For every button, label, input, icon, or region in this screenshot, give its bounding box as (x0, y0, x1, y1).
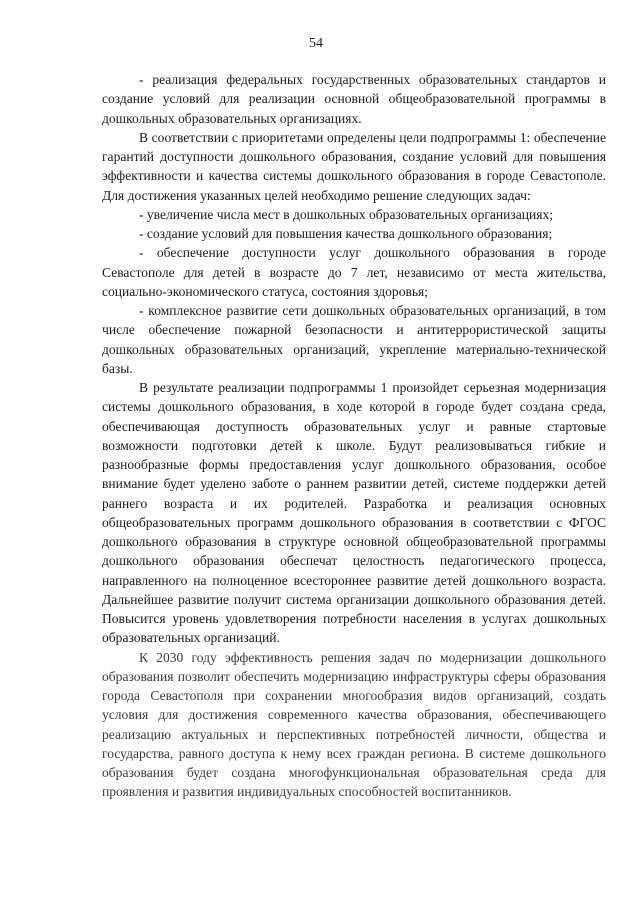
page-number: 54 (309, 36, 323, 51)
paragraph-task-access: - обеспечение доступности услуг дошкольного образования в городе Севастополе для детей в возрасте до 7 лет, независимо от места жительства, социально-экономического статуса, состояния здоровья; (102, 245, 606, 299)
paragraph-2030: К 2030 году эффективность решения задач по модернизации дошкольного образования позволит обеспечить модернизацию инфраструктуры сферы образования города Севастополя при сохранении многообразия видов организаций, создать условия для достижения современного качества образования, обеспечивающего реализацию актуальных и перспективных потребностей личности, общества и государства, равного доступа к нему всех граждан региона. В системе дошкольного образования будет создана многофункциональная образовательная среда для проявления и развития индивидуальных способностей воспитанников. (102, 649, 606, 800)
paragraph-results: В результате реализации подпрограммы 1 произойдет серьезная модернизация системы дошкольного образования, в ходе которой в городе будет создана среда, обеспечивающая доступность образовательных услуг и равные стартовые возможности подготовки детей к школе. Будут реализовываться гибкие и разнообразные формы предоставления услуг дошкольного образования, особое внимание будет уделено заботе о раннем развитии детей, системе поддержки детей раннего возраста и их родителей. Разработка и реализация основных общеобразовательных программ дошкольного образования в соответствии с ФГОС дошкольного образования в структуре основной общеобразовательной программы дошкольного образования обеспечат целостность педагогического процесса, направленного на полноценное всестороннее развитие детей дошкольного возраста. Дальнейшее развитие получит система организации дошкольного образования детей. Повысится уровень удовлетворения потребности населения в услугах дошкольных образовательных организаций. (102, 380, 606, 646)
paragraph-task-places: - увеличение числа мест в дошкольных образовательных организациях; (139, 206, 554, 222)
paragraph-standards: - реализация федеральных государственных образовательных стандартов и создание условий для реализации основной общеобразовательной программы в дошкольных образовательных организациях. (102, 72, 606, 126)
document-body (102, 70, 606, 802)
paragraph-task-quality: - создание условий для повышения качества дошкольного образования; (139, 226, 553, 241)
paragraph-task-network: - комплексное развитие сети дошкольных образовательных организаций, в том числе обеспечение пожарной безопасности и антитеррористической защиты дошкольных образовательных организаций, укрепление материально-технической базы. (102, 303, 606, 376)
paragraph-goals: В соответствии с приоритетами определены цели подпрограммы 1: обеспечение гарантий доступности дошкольного образования, создание условий для повышения эффективности и качества системы дошкольного образования в городе Севастополе. Для достижения указанных целей необходимо решение следующих задач: (102, 129, 606, 203)
